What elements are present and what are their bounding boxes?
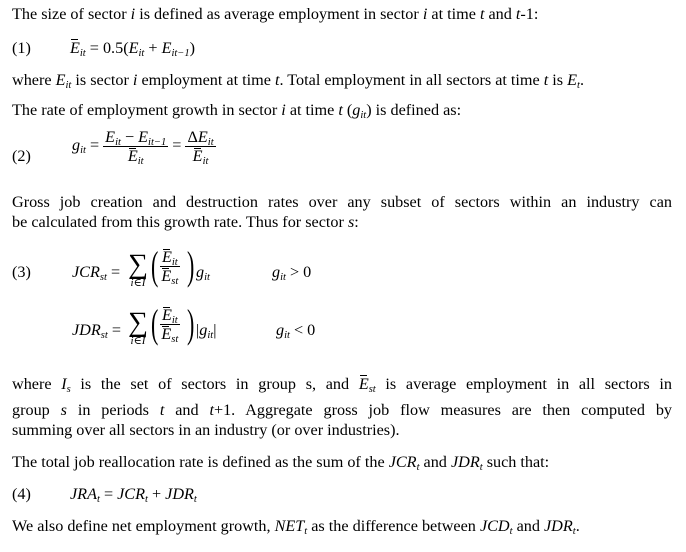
right-paren: ) bbox=[186, 243, 195, 288]
abs-growth-term: $|g_{it}|$ bbox=[196, 321, 217, 341]
equation-3b: $JDR_{st}$ = bbox=[72, 321, 121, 341]
ratio-fraction: $\frac{E_{it}}{E_{st}}$ bbox=[161, 306, 179, 345]
sum-symbol: ∑ i∈I bbox=[128, 249, 148, 289]
ratio-fraction: $\frac{E_{it}}{E_{st}}$ bbox=[161, 248, 179, 287]
left-paren: ( bbox=[150, 243, 159, 288]
equation-2: $g_{it}$ = $\frac{E_{it} - E_{it-1}}{E_{it}}$ = $\frac{\Delta E_{it}}{E_{it}}$ bbox=[72, 128, 214, 167]
right-paren: ) bbox=[186, 301, 195, 346]
paragraph-set-definition-line-2: group s in periods t and t+1. Aggregate gross job flow measures are then computed by bbox=[12, 401, 673, 419]
equation-1-label: (1) bbox=[12, 39, 31, 57]
sum-symbol: ∑ i∈I bbox=[128, 307, 148, 347]
paragraph-employment-definition: where $E_{it}$ is sector i employment at time t. Total employment in all sectors at time t is $E_t$. bbox=[12, 71, 585, 91]
growth-term: $g_{it}$ bbox=[196, 263, 210, 283]
paragraph-gross-job-rates-line-2: be calculated from this growth rate. Thus for sector s: bbox=[12, 213, 359, 231]
equation-4-label: (4) bbox=[12, 485, 31, 503]
left-paren: ( bbox=[150, 301, 159, 346]
paragraph-growth-rate: The rate of employment growth in sector i at time t $(g_{it})$ is defined as: bbox=[12, 101, 462, 121]
paragraph-gross-job-rates-line-1: Gross job creation and destruction rates over any subset of sectors within an industry can bbox=[12, 193, 672, 211]
equation-2-label: (2) bbox=[12, 147, 31, 165]
paragraph-reallocation: The total job reallocation rate is defined as the sum of the $JCR_t$ and $JDR_t$ such that: bbox=[12, 453, 550, 473]
paragraph-net-growth: We also define net employment growth, $NET_t$ as the difference between $JCD_t$ and $JDR_t$. bbox=[12, 517, 580, 537]
paragraph-set-definition-line-3: summing over all sectors in an industry (or over industries). bbox=[12, 421, 400, 439]
equation-3b-condition: $g_{it} < 0$ bbox=[276, 321, 316, 341]
equation-3-label: (3) bbox=[12, 263, 31, 281]
equation-3a-condition: $g_{it} > 0$ bbox=[272, 263, 312, 283]
paragraph-set-definition-line-1: where $I_s$ is the set of sectors in group s, and $E_{st}$ is average employment in all sectors in bbox=[12, 375, 672, 395]
paragraph-sector-size: The size of sector i is defined as average employment in sector i at time t and t-1: bbox=[12, 5, 539, 23]
equation-3a: $JCR_{st}$ = bbox=[72, 263, 121, 283]
equation-1: $E_{it} = 0.5(E_{it} + E_{it-1})$ bbox=[70, 39, 196, 59]
equation-4: $JRA_t = JCR_t + JDR_t$ bbox=[70, 485, 197, 505]
